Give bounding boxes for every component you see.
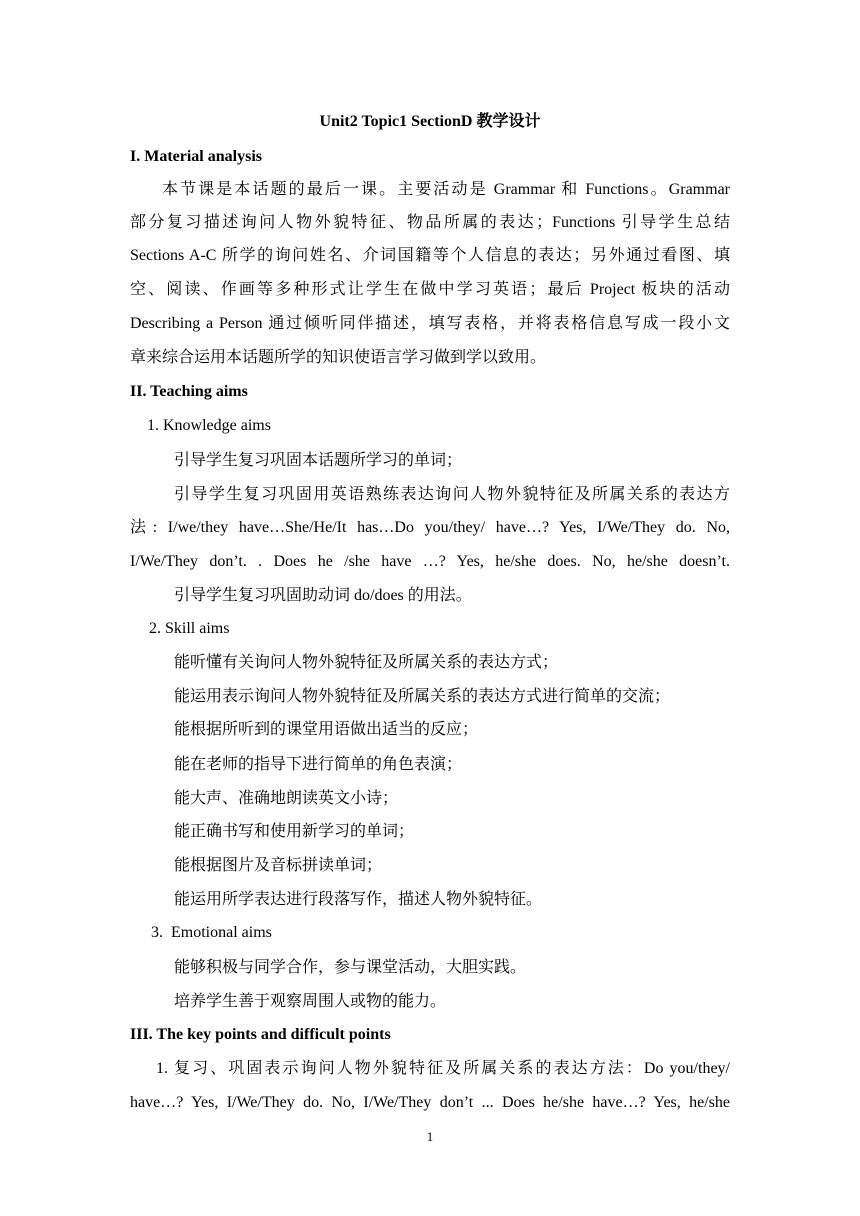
page-number: 1: [426, 1129, 434, 1144]
list-item: 能运用表示询问人物外貌特征及所属关系的表达方式进行简单的交流；: [174, 688, 671, 705]
list-item: 能运用所学表达进行段落写作，描述人物外貌特征。: [174, 891, 543, 908]
paragraph-line: 部分复习描述询问人物外貌特征、物品所属的表达；Functions 引导学生总结: [130, 214, 730, 231]
list-item-continuation: have…? Yes, I/We/They do. No, I/We/They don’t ... Does he/she have…? Yes, he/she: [130, 1094, 730, 1111]
list-item: 1. 复习、巩固表示询问人物外貌特征及所属关系的表达方法：Do you/they/: [156, 1060, 730, 1077]
section-heading-key-points: III. The key points and difficult points: [130, 1026, 391, 1043]
paragraph-line: Sections A-C 所学的询问姓名、介词国籍等个人信息的表达；另外通过看图、填: [130, 247, 730, 264]
subheading-skill-aims: 2. Skill aims: [149, 620, 230, 637]
list-item: 能根据所听到的课堂用语做出适当的反应；: [174, 721, 479, 738]
list-item: 能够积极与同学合作，参与课堂活动，大胆实践。: [174, 959, 527, 976]
list-item-continuation: 法: I/we/they have…She/He/It has…Do you/they/ have…? Yes, I/We/They do. No,: [130, 519, 730, 536]
list-item: 能正确书写和使用新学习的单词；: [174, 823, 415, 840]
subheading-emotional-aims: 3. Emotional aims: [151, 924, 272, 941]
section-heading-teaching-aims: II. Teaching aims: [130, 383, 248, 400]
document-title: Unit2 Topic1 SectionD 教学设计: [319, 113, 541, 130]
list-item: 引导学生复习巩固本话题所学习的单词；: [174, 452, 463, 469]
list-item: 能在老师的指导下进行简单的角色表演；: [174, 756, 463, 773]
paragraph-line: 章来综合运用本话题所学的知识使语言学习做到学以致用。: [130, 349, 547, 366]
section-heading-material-analysis: I. Material analysis: [130, 148, 262, 165]
list-item-continuation: I/We/They don’t. . Does he /she have …? Yes, he/she does. No, he/she doesn’t.: [130, 553, 730, 570]
paragraph-line: 空、阅读、作画等多种形式让学生在做中学习英语；最后 Project 板块的活动: [130, 281, 730, 298]
subheading-knowledge-aims: 1. Knowledge aims: [147, 417, 271, 434]
paragraph-line: Describing a Person 通过倾听同伴描述，填写表格，并将表格信息写成一段小文: [130, 315, 730, 332]
list-item: 能大声、准确地朗读英文小诗；: [174, 790, 399, 807]
list-item: 培养学生善于观察周围人或物的能力。: [174, 993, 447, 1010]
list-item: 能根据图片及音标拼读单词；: [174, 857, 383, 874]
list-item: 引导学生复习巩固助动词 do/does 的用法。: [174, 587, 472, 604]
list-item: 引导学生复习巩固用英语熟练表达询问人物外貌特征及所属关系的表达方: [174, 486, 730, 503]
paragraph-line: 本节课是本话题的最后一课。主要活动是 Grammar 和 Functions。Grammar: [162, 181, 730, 198]
list-item: 能听懂有关询问人物外貌特征及所属关系的表达方式；: [174, 654, 559, 671]
